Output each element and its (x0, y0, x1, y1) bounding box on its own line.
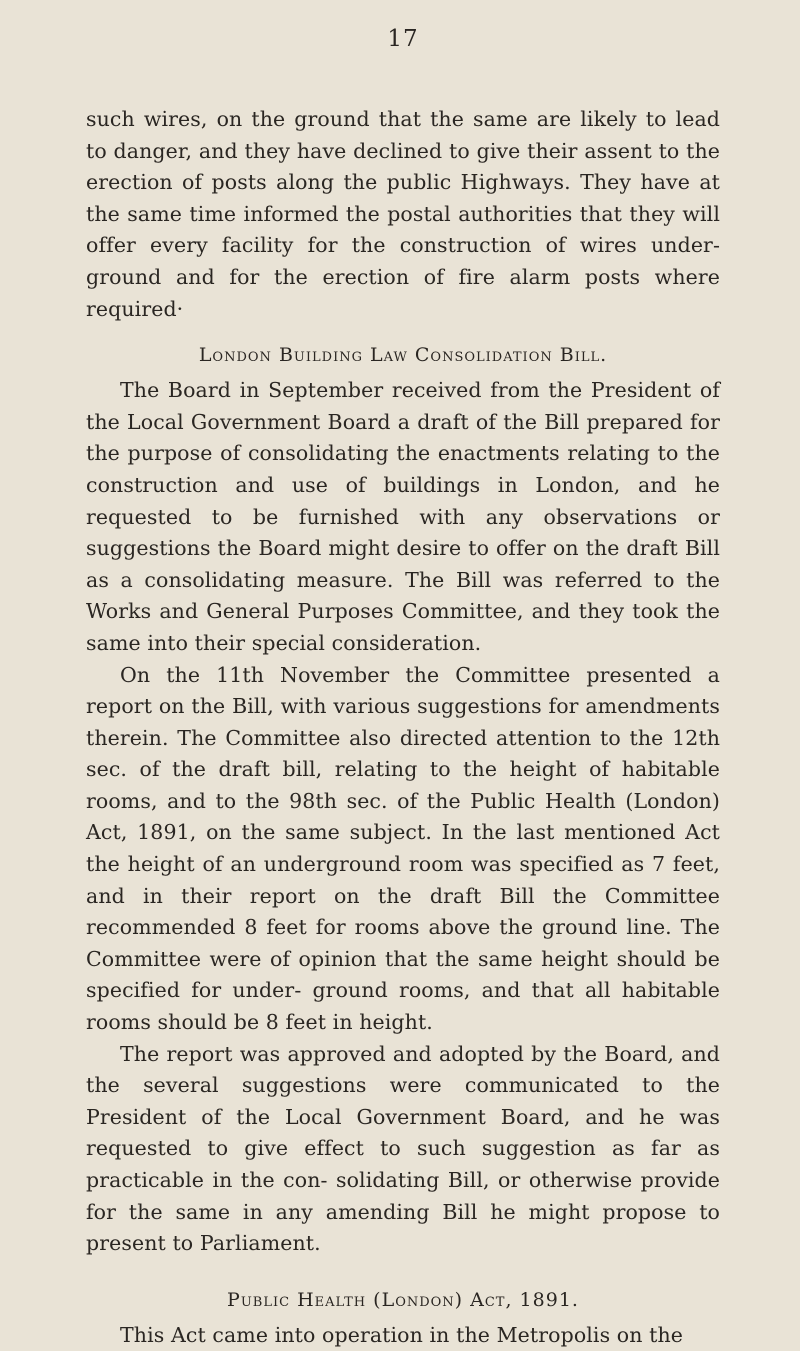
section-heading-public-health-act: Public Health (London) Act, 1891. (227, 1288, 579, 1311)
paragraph-report-approved: The report was approved and adopted by the Board, and the several suggestions were communicated to the President of the Local Government Board, and he was requested to give effect to such suggestion as far as practicable in the con- solidating Bill, or otherwise provide for the same in any amending Bill he might propose to present to Parliament. (86, 1041, 720, 1256)
paragraph-act-operation: This Act came into operation in the Metropolis on the (120, 1322, 684, 1347)
paragraph-draft-bill: The Board in September received from the President of the Local Government Board a draft of the Bill prepared for the purpose of consolidating the enactments relating to the construction and use of buildings in London, and he requested to be furnished with any observations or suggestions the Board might desire to offer on the draft Bill as a consolidating measure. The Bill was referred to the Works and General Purposes Committee, and they took the same into their special consideration. (86, 378, 720, 655)
page-number: 17 (387, 26, 419, 52)
paragraph-committee-report: On the 11th November the Committee presented a report on the Bill, with various suggestions for amendments therein. The Committee also directed attention to the 12th sec. of the draft bill, relating to the height of habitable rooms, and to the 98th sec. of the Public Health (London) Act, 1891, on the same subject. In the last mentioned Act the height of an underground room was specified as 7 feet, and in their report on the draft Bill the Committee recommended 8 feet for rooms above the ground line. The Committee were of opinion that the same height should be specified for under- ground rooms, and that all habitable rooms should be 8 feet in height. (86, 662, 720, 1035)
section-heading-building-law: London Building Law Consolidation Bill. (198, 344, 608, 367)
paragraph-wires: such wires, on the ground that the same are likely to lead to danger, and they have declined to give their assent to the erection of posts along the public Highways. They have at the same time informed the postal authorities that they will offer every facility for the construction of wires under- ground and for the erection of fire alarm posts where required· (86, 107, 720, 321)
